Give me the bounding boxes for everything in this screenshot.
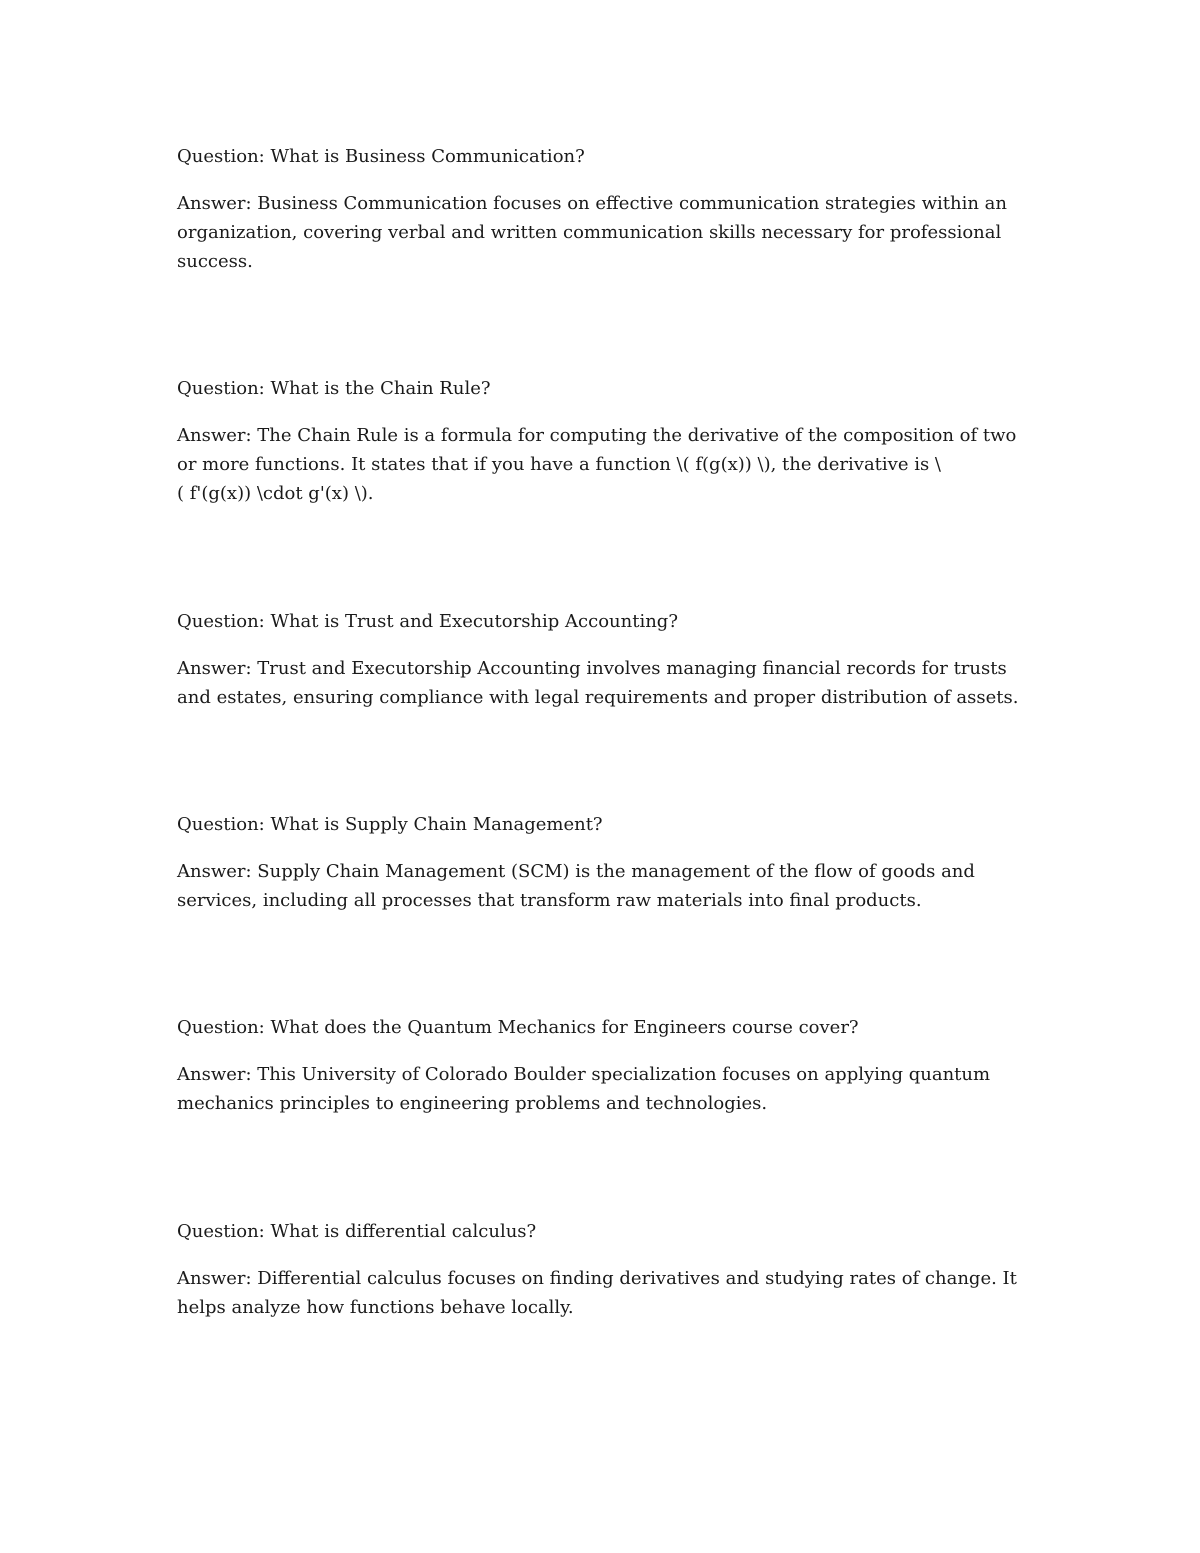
answer-text bbox=[177, 857, 1037, 915]
answer-line: helps analyze how functions behave locally. bbox=[177, 1297, 574, 1318]
answer-text bbox=[177, 1060, 1037, 1118]
question-text: Question: What does the Quantum Mechanics for Engineers course cover? bbox=[177, 1017, 859, 1038]
qa-item bbox=[177, 1013, 1037, 1118]
answer-line: Answer: Supply Chain Management (SCM) is the management of the flow of goods and bbox=[177, 861, 975, 882]
qa-item bbox=[177, 1217, 1037, 1322]
answer-line: organization, covering verbal and written communication skills necessary for professional bbox=[177, 222, 1002, 243]
question-text: Question: What is the Chain Rule? bbox=[177, 378, 491, 399]
answer-line: Answer: This University of Colorado Boulder specialization focuses on applying quantum bbox=[177, 1064, 991, 1085]
answer-line: Answer: Trust and Executorship Accounting involves managing financial records for trusts bbox=[177, 658, 1007, 679]
answer-text bbox=[177, 654, 1037, 712]
answer-line: and estates, ensuring compliance with legal requirements and proper distribution of assets. bbox=[177, 687, 1019, 708]
qa-item bbox=[177, 374, 1037, 508]
answer-line: ( f'(g(x)) \cdot g'(x) \). bbox=[177, 483, 374, 504]
answer-line: or more functions. It states that if you have a function \( f(g(x)) \), the derivative is \ bbox=[177, 454, 941, 475]
question-text: Question: What is Supply Chain Management? bbox=[177, 814, 603, 835]
answer-line: mechanics principles to engineering problems and technologies. bbox=[177, 1093, 768, 1114]
question-text: Question: What is differential calculus? bbox=[177, 1221, 537, 1242]
answer-line: success. bbox=[177, 251, 253, 272]
answer-text bbox=[177, 189, 1037, 276]
qa-item bbox=[177, 607, 1037, 712]
answer-line: Answer: The Chain Rule is a formula for computing the derivative of the composition of two bbox=[177, 425, 1017, 446]
answer-text bbox=[177, 421, 1037, 508]
answer-line: services, including all processes that transform raw materials into final products. bbox=[177, 890, 922, 911]
question-text: Question: What is Business Communication? bbox=[177, 146, 585, 167]
answer-line: Answer: Business Communication focuses on effective communication strategies within an bbox=[177, 193, 1007, 214]
qa-item bbox=[177, 810, 1037, 915]
qa-item bbox=[177, 142, 1037, 276]
question-text: Question: What is Trust and Executorship Accounting? bbox=[177, 611, 678, 632]
answer-line: Answer: Differential calculus focuses on finding derivatives and studying rates of change. It bbox=[177, 1268, 1017, 1289]
answer-text bbox=[177, 1264, 1037, 1322]
